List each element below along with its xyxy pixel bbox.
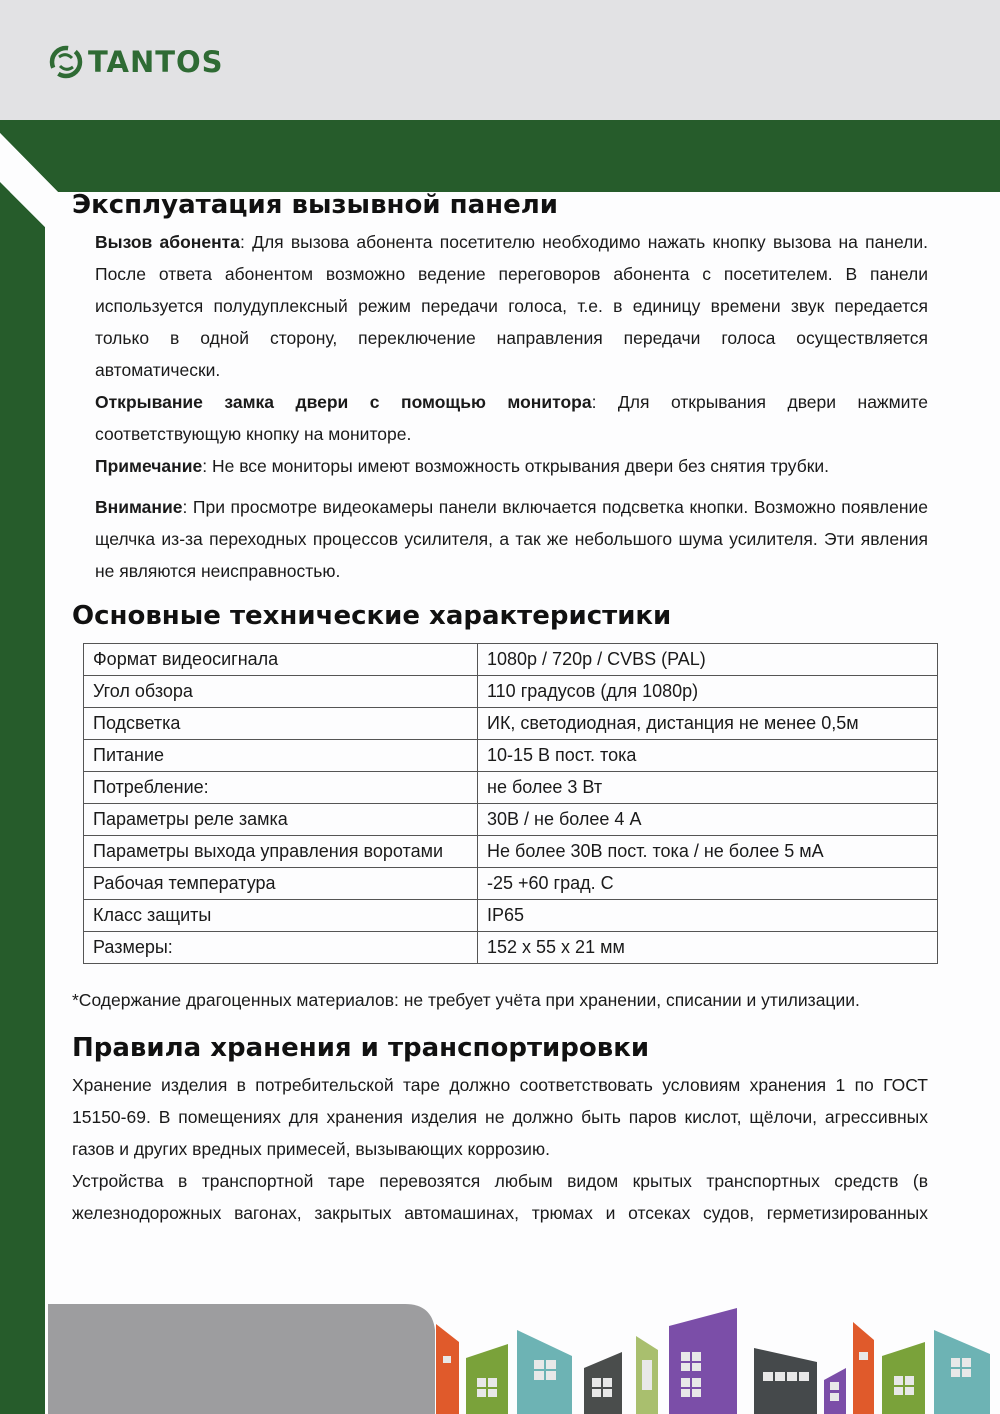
section-title-specs: Основные технические характеристики [72,601,672,631]
spec-key: Подсветка [84,708,478,740]
spec-value: IP65 [478,900,938,932]
warning-label: Внимание [95,497,183,517]
table-row [84,740,938,772]
spec-value: Не более 30В пост. тока / не более 5 мА [478,836,938,868]
precious-materials-footnote: *Содержание драгоценных материалов: не требует учёта при хранении, списании и утилизации. [72,990,860,1010]
brand-logo [48,43,224,81]
spec-key: Формат видеосигнала [84,644,478,676]
note-label: Примечание [95,456,203,476]
door-text: : Для открывания двери нажмите соответствующую кнопку на мониторе. [95,392,928,444]
section-title-storage: Правила хранения и транспортировки [72,1033,650,1063]
table-row [84,644,938,676]
spec-value: 30В / не более 4 А [478,804,938,836]
table-row [84,932,938,964]
paragraph-note [95,450,928,482]
spec-key: Потребление: [84,772,478,804]
gray-panel-shape [48,1304,435,1414]
spec-key: Параметры реле замка [84,804,478,836]
section-title-operation: Эксплуатация вызывной панели [72,190,558,220]
city-buildings-illustration [0,1290,1000,1414]
spec-value: -25 +60 град. С [478,868,938,900]
warning-text: : При просмотре видеокамеры панели включается подсветка кнопки. Возможно появление щелчка из-за переходных процессов усилителя, а так же небольшого шума усилителя. Эти явления не являются неисправностью. [95,497,928,581]
paragraph-door [95,386,928,450]
spec-value: 1080p / 720p / CVBS (PAL) [478,644,938,676]
table-row [84,900,938,932]
specs-table [83,643,938,964]
table-row [84,708,938,740]
spec-key: Размеры: [84,932,478,964]
door-label: Открывание замка двери с помощью монитора [95,392,592,412]
paragraph-call [95,226,928,386]
spec-key: Параметры выхода управления воротами [84,836,478,868]
table-row [84,676,938,708]
spec-value: ИК, светодиодная, дистанция не менее 0,5м [478,708,938,740]
paragraph-warning [95,491,928,587]
spec-value: 10-15 В пост. тока [478,740,938,772]
note-text: : Не все мониторы имеют возможность открывания двери без снятия трубки. [202,456,830,476]
paragraph-storage: Хранение изделия в потребительской таре должно соответствовать условиям хранения 1 по ГОСТ 15150-69. В помещениях для хранения изделия не должно быть паров кислот, щёлочи, агрессивных газов и других вредных примесей, вызывающих коррозию. [72,1075,928,1159]
table-row [84,836,938,868]
spec-key: Питание [84,740,478,772]
spec-value: 110 градусов (для 1080p) [478,676,938,708]
call-label: Вызов абонента [95,232,240,252]
paragraph-transport: Устройства в транспортной таре перевозятся любым видом крытых транспортных средств (в железнодорожных вагонах, закрытых автомашинах, трюмах и отсеках судов, герметизированных [72,1171,928,1223]
tantos-swirl-logo-icon [48,44,84,80]
spec-key: Угол обзора [84,676,478,708]
call-text: : Для вызова абонента посетителю необходимо нажать кнопку вызова на панели. После ответа абонентом возможно ведение переговоров абонента с посетителем. В панели используется полудуплексный режим передачи голоса, т.е. в единицу времени звук передается только в одной сторону, переключение направления передачи голоса осуществляется автоматически. [95,232,928,380]
table-row [84,804,938,836]
brand-name: TANTOS [88,45,224,79]
table-row [84,868,938,900]
spec-value: не более 3 Вт [478,772,938,804]
spec-value: 152 x 55 x 21 мм [478,932,938,964]
spec-key: Рабочая температура [84,868,478,900]
table-row [84,772,938,804]
spec-key: Класс защиты [84,900,478,932]
